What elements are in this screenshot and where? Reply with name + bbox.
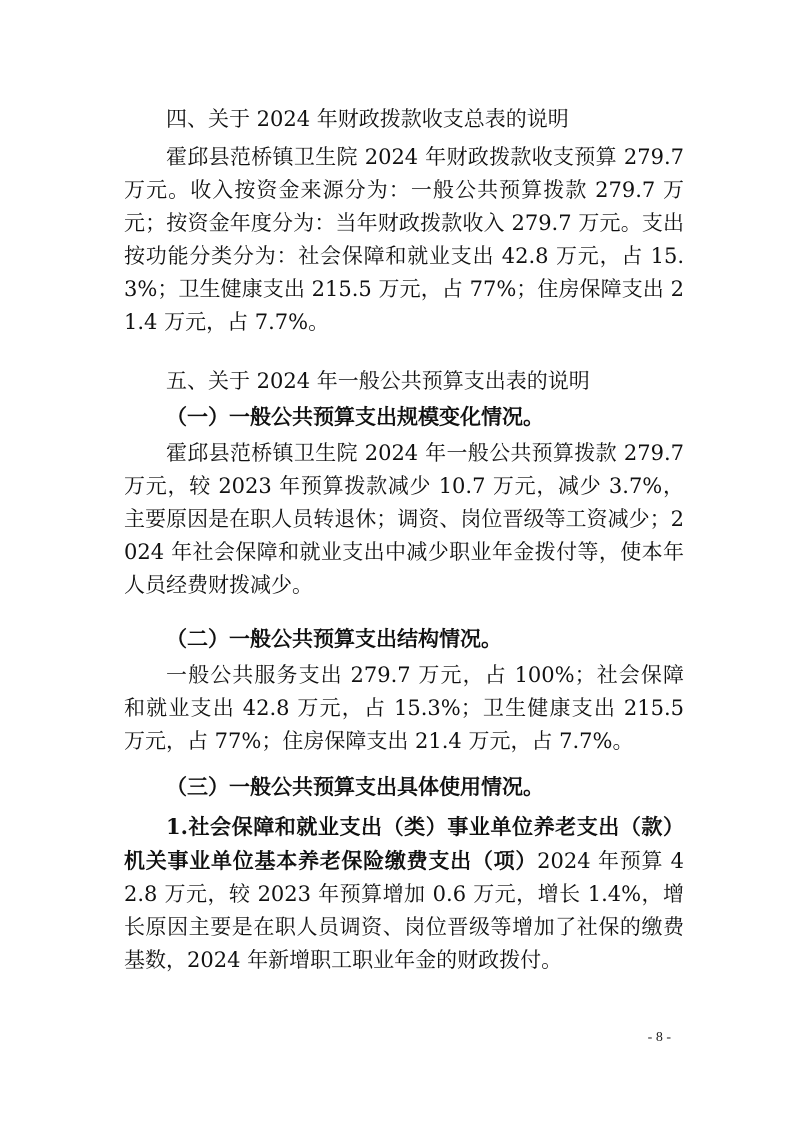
- section-5-heading: 五、关于 2024 年一般公共预算支出表的说明: [166, 369, 590, 393]
- subsection-2-heading: （二）一般公共预算支出结构情况。: [166, 626, 502, 651]
- section-4-heading: 四、关于 2024 年财政拨款收支总表的说明: [166, 107, 569, 131]
- section-4-paragraph: 霍邱县范桥镇卫生院 2024 年财政拨款收支预算 279.7 万元。收入按资金来源分为：一般公共预算拨款 279.7 万元；按资金年度分为：当年财政拨款收入 279.7 万元。支出按功能分类分为：社会保障和就业支出 42.8 万元，占 15.3%；卫生健康支出 215.5 万元，占 77%；住房保障支出 21.4 万元，占 7.7%。: [124, 145, 684, 334]
- item-1-text: 2024 年预算 42.8 万元，较 2023 年预算增加 0.6 万元，增长 1.4%，增长原因主要是在职人员调资、岗位晋级等增加了社保的缴费基数，2024 年新增职工职业年金的财政拨付。: [124, 849, 684, 972]
- page-number: - 8 -: [647, 1030, 671, 1045]
- subsection-1-heading: （一）一般公共预算支出规模变化情况。: [166, 404, 544, 429]
- subsection-3-heading: （三）一般公共预算支出具体使用情况。: [166, 774, 544, 799]
- item-1-title: 1.社会保障和就业支出（类）事业单位养老支出（款）机关事业单位基本养老保险缴费支出（项）: [124, 814, 684, 873]
- item-1-paragraph: [124, 810, 684, 977]
- subsection-1-paragraph: 霍邱县范桥镇卫生院 2024 年一般公共预算拨款 279.7 万元，较 2023 年预算拨款减少 10.7 万元，减少 3.7%，主要原因是在职人员转退休；调资、岗位晋级等工资减少；2024 年社会保障和就业支出中减少职业年金拨付等，使本年人员经费财拨减少。: [124, 441, 684, 597]
- subsection-2-paragraph: 一般公共服务支出 279.7 万元，占 100%；社会保障和就业支出 42.8 万元，占 15.3%；卫生健康支出 215.5 万元，占 77%；住房保障支出 21.4 万元，占 7.7%。: [124, 663, 684, 753]
